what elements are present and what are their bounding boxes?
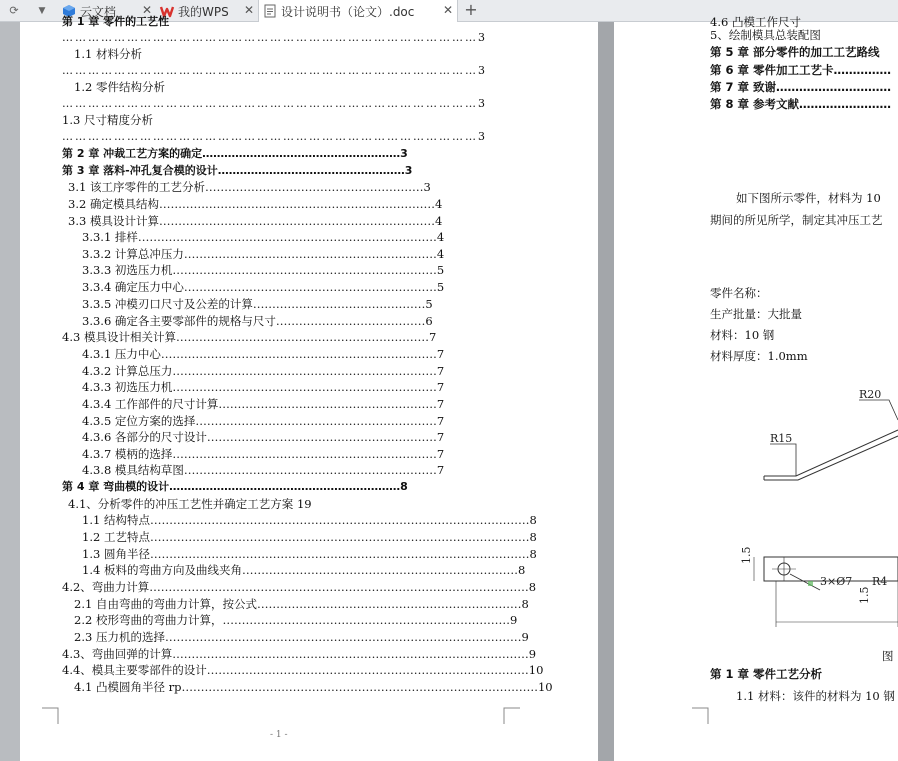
toc-entry[interactable]: 4.4、模具主要零部件的设计…………………………………………………………………………10	[62, 663, 544, 677]
chevron-down-icon[interactable]: ▼	[38, 6, 46, 16]
toc-clipped-heading: 第 1 章 零件的工艺性	[62, 15, 170, 28]
toc-entry[interactable]: 3.3 模具设计计算………………………………………………………………4	[68, 214, 443, 228]
part-info-line: 零件名称：	[710, 286, 768, 300]
toc-entry[interactable]: 3.3.1 排样……………………………………………………………………4	[82, 230, 445, 244]
toc-entry[interactable]: 4.3.8 模具结构草图…………………………………………………………7	[82, 463, 445, 477]
dimension-label: R20	[859, 388, 882, 401]
close-icon[interactable]: ✕	[243, 3, 254, 17]
body-paragraph: 期间的所见所学，制定其冲压工艺	[710, 213, 883, 227]
toc-entry[interactable]: 3.3.4 确定压力中心…………………………………………………………5	[82, 280, 445, 294]
close-icon[interactable]: ✕	[141, 3, 152, 17]
new-tab-plus-icon[interactable]: +	[464, 0, 478, 19]
toc-entry[interactable]: 4.3.5 定位方案的选择………………………………………………………7	[82, 414, 445, 428]
crop-mark-icon	[692, 708, 708, 724]
toc-entry[interactable]: 3.3.5 冲模刃口尺寸及公差的计算………………………………………5	[82, 297, 433, 311]
tab-my-wps[interactable]	[156, 0, 258, 22]
toc-entry[interactable]: 第 3 章 落料-冲孔复合模的设计……………………………………………3	[62, 164, 413, 177]
toc-entry[interactable]: 4.2、弯曲力计算………………………………………………………………………………………8	[62, 580, 537, 594]
part-drawing	[724, 372, 898, 622]
toc-dot-leader: ……………………………………………………………………………………3	[62, 31, 487, 44]
toc-entry[interactable]: 1.4 板料的弯曲方向及曲线夹角………………………………………………………………8	[82, 563, 526, 577]
part-info-line: 生产批量：大批量	[710, 307, 802, 321]
toc-entry[interactable]: 4.3.1 压力中心………………………………………………………………7	[82, 347, 445, 361]
toc-entry[interactable]: 2.2 校形弯曲的弯曲力计算，…………………………………………………………………9	[74, 613, 518, 627]
toc-entry[interactable]: 1.3 尺寸精度分析	[62, 113, 153, 127]
toc-entry[interactable]: 1.1 材料分析	[74, 47, 142, 61]
toc-entry[interactable]: 1.2 工艺特点………………………………………………………………………………………8	[82, 530, 537, 544]
page-gutter	[598, 22, 614, 761]
toc-entry[interactable]: 4.3.3 初选压力机……………………………………………………………7	[82, 380, 445, 394]
toc-entry[interactable]: 4.3.2 计算总压力……………………………………………………………7	[82, 364, 445, 378]
document-page-2[interactable]	[614, 15, 898, 761]
toc-entry[interactable]: 2.3 压力机的选择…………………………………………………………………………………9	[74, 630, 529, 644]
body-paragraph: 1.1 材料：该件的材料为 10 钢	[736, 689, 895, 703]
doc-file-icon	[263, 4, 277, 18]
toc-entry[interactable]: 4.1 凸模圆角半径 rp…………………………………………………………………………………10	[74, 680, 553, 694]
document-page-1[interactable]	[20, 15, 598, 761]
dimension-label: R15	[770, 432, 793, 445]
toc-entry[interactable]: 3.3.2 计算总冲压力…………………………………………………………4	[82, 247, 445, 261]
toc-entry[interactable]: 第 2 章 冲裁工艺方案的确定………………………………………………3	[62, 147, 408, 160]
toc-entry[interactable]: 第 6 章 零件加工工艺卡……………	[710, 63, 892, 77]
body-paragraph: 如下图所示零件，材料为 10	[736, 191, 881, 205]
toc-entry[interactable]: 第 4 章 弯曲模的设计………………………………………………………8	[62, 480, 408, 493]
toc-dot-leader: ……………………………………………………………………………………3	[62, 64, 487, 77]
dimension-label: 3×Ø7	[820, 575, 853, 588]
tab-document[interactable]	[258, 0, 458, 22]
toc-entry[interactable]: 第 5 章 部分零件的加工工艺路线	[710, 45, 880, 59]
toc-dot-leader: ……………………………………………………………………………………3	[62, 130, 487, 143]
toc-entry[interactable]: 3.1 该工序零件的工艺分析…………………………………………………3	[68, 180, 431, 194]
crop-mark-icon	[504, 708, 520, 724]
toc-entry[interactable]: 4.3.7 模柄的选择……………………………………………………………7	[82, 447, 445, 461]
toc-entry[interactable]: 4.3.6 各部分的尺寸设计……………………………………………………7	[82, 430, 445, 444]
tab-label: 云文档	[80, 4, 117, 19]
close-icon[interactable]: ✕	[442, 3, 453, 17]
refresh-icon[interactable]: ⟳	[9, 4, 19, 17]
page-number: - 1 -	[270, 730, 288, 740]
chapter-heading: 第 1 章 零件工艺分析	[710, 667, 823, 681]
toc-entry[interactable]: 3.3.6 确定各主要零部件的规格与尺寸…………………………………6	[82, 314, 433, 328]
toc-entry[interactable]: 2.1 自由弯曲的弯曲力计算，按公式……………………………………………………………8	[74, 597, 529, 611]
crop-mark-icon	[42, 708, 58, 724]
toc-entry[interactable]: 第 8 章 参考文献……………………	[710, 97, 892, 111]
toc-entry[interactable]: 4.3 模具设计相关计算…………………………………………………………7	[62, 330, 437, 344]
figure-caption: 图	[882, 649, 894, 663]
toc-entry[interactable]: 4.3、弯曲回弹的计算…………………………………………………………………………………9	[62, 647, 537, 661]
toc-entry[interactable]: 4.3.4 工作部件的尺寸计算…………………………………………………7	[82, 397, 445, 411]
toc-dot-leader: ……………………………………………………………………………………3	[62, 97, 487, 110]
toc-entry[interactable]: 3.3.3 初选压力机……………………………………………………………5	[82, 263, 445, 277]
toc-entry[interactable]: 3.2 确定模具结构………………………………………………………………4	[68, 197, 443, 211]
toc-entry[interactable]: 1.3 圆角半径………………………………………………………………………………………8	[82, 547, 537, 561]
table-of-contents	[20, 15, 598, 761]
tab-label: 设计说明书（论文）.doc	[281, 4, 415, 19]
toc-entry[interactable]: 4.1、分析零件的冲压工艺性并确定工艺方案 19	[68, 497, 312, 511]
toc-entry[interactable]: 1.1 结构特点………………………………………………………………………………………8	[82, 513, 537, 527]
part-info-line: 材料厚度：1.0mm	[710, 349, 808, 363]
toc-entry[interactable]: 4.6 凸模工作尺寸	[710, 15, 801, 29]
part-info-line: 材料：10 钢	[710, 328, 775, 342]
toc-entry[interactable]: 第 7 章 致谢…………………………	[710, 80, 892, 94]
toc-entry[interactable]: 5、绘制模具总装配图	[710, 28, 821, 42]
toc-entry[interactable]: 1.2 零件结构分析	[74, 80, 165, 94]
dimension-label: 1.5	[740, 546, 753, 564]
dimension-label: 1.5	[858, 586, 871, 604]
dimension-label: R4	[872, 575, 888, 588]
tab-label: 我的WPS	[178, 4, 229, 19]
